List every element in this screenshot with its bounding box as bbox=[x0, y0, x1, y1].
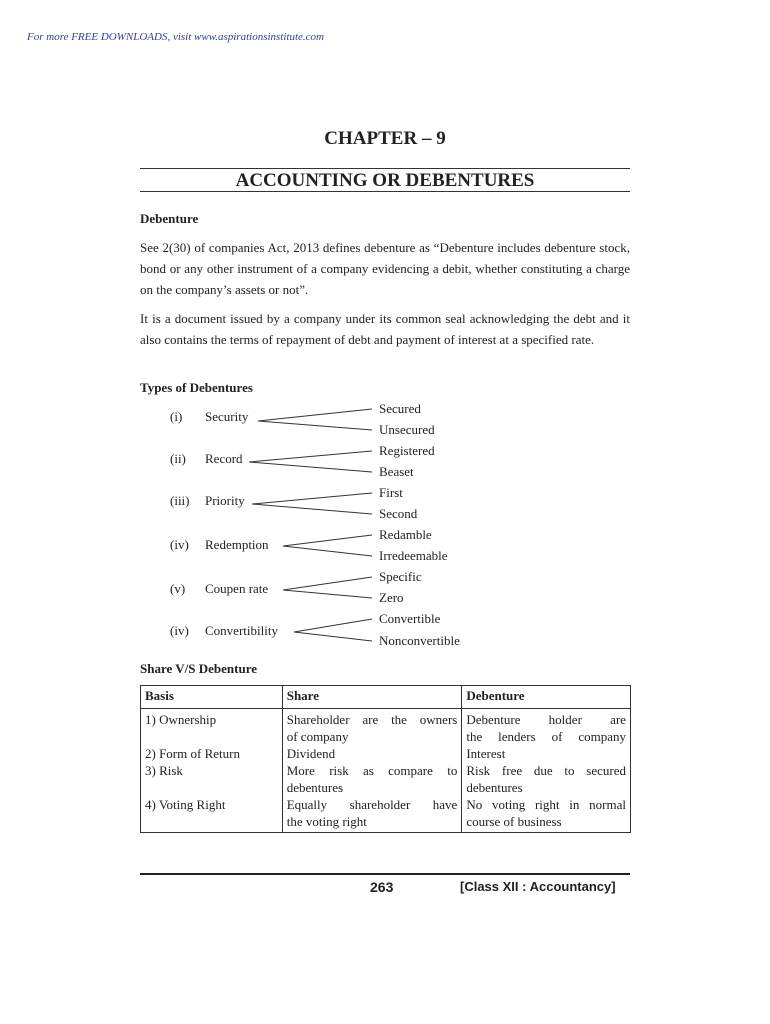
connector-line bbox=[249, 462, 372, 472]
column-header-debenture: Debenture bbox=[462, 686, 631, 709]
page-number: 263 bbox=[370, 879, 394, 895]
share-vs-debenture-table bbox=[140, 685, 631, 833]
connector-line bbox=[294, 632, 372, 641]
branch-zero: Zero bbox=[379, 590, 404, 605]
definition-paragraph: See 2(30) of companies Act, 2013 defines debenture as “Debenture includes debenture stock, bond or any other instrument of a company evidencing a debit, whether constituting a charge on the company’s assets or not”. bbox=[140, 240, 630, 297]
basis-cell: 1) Ownership 2) Form of Return 3) Risk 4) Voting Right bbox=[141, 709, 283, 833]
comparison-heading: Share V/S Debenture bbox=[140, 661, 258, 676]
connector-line bbox=[258, 409, 372, 421]
class-label: [Class XII : Accountancy] bbox=[460, 879, 616, 894]
branch-redamble: Redamble bbox=[379, 527, 432, 542]
footer-rule bbox=[140, 873, 630, 875]
type-label-convertibility: Convertibility bbox=[205, 623, 278, 638]
table-header-row bbox=[141, 686, 631, 709]
type-label-redemption: Redemption bbox=[205, 537, 269, 552]
type-label-coupen-rate: Coupen rate bbox=[205, 581, 269, 596]
connector-line bbox=[258, 421, 372, 430]
branch-beaset: Beaset bbox=[379, 464, 414, 479]
type-number: (iii) bbox=[170, 493, 190, 508]
column-header-basis: Basis bbox=[141, 686, 283, 709]
connector-line bbox=[294, 619, 372, 632]
connector-line bbox=[283, 535, 372, 546]
connector-line bbox=[283, 590, 372, 598]
chapter-title: ACCOUNTING OR DEBENTURES bbox=[235, 170, 535, 191]
connector-line bbox=[252, 504, 372, 514]
branch-second: Second bbox=[379, 506, 418, 521]
type-number: (ii) bbox=[170, 451, 186, 466]
types-heading: Types of Debentures bbox=[140, 380, 253, 395]
connector-line bbox=[252, 493, 372, 504]
connector-line bbox=[283, 577, 372, 590]
chapter-number: CHAPTER – 9 bbox=[324, 128, 446, 149]
table-bottom-border bbox=[141, 832, 631, 833]
table-row bbox=[141, 709, 631, 833]
download-link[interactable]: For more FREE DOWNLOADS, visit www.aspirationsinstitute.com bbox=[27, 31, 324, 43]
branch-unsecured: Unsecured bbox=[379, 422, 435, 437]
type-number: (iv) bbox=[170, 623, 189, 638]
share-cell: Shareholder are the owners of company Dividend More risk as compare to debentures Equally shareholder have the voting right bbox=[282, 709, 462, 833]
type-number: (iv) bbox=[170, 537, 189, 552]
type-label-priority: Priority bbox=[205, 493, 245, 508]
debenture-cell: Debenture holder are the lenders of company Interest Risk free due to secured debentures No voting right in normal course of business bbox=[462, 709, 631, 833]
column-header-share: Share bbox=[282, 686, 462, 709]
branch-secured: Secured bbox=[379, 401, 421, 416]
type-label-security: Security bbox=[205, 409, 249, 424]
branch-convertible: Convertible bbox=[379, 611, 441, 626]
branch-registered: Registered bbox=[379, 443, 435, 458]
type-number: (v) bbox=[170, 581, 186, 596]
branch-specific: Specific bbox=[379, 569, 422, 584]
description-paragraph: It is a document issued by a company under its common seal acknowledging the debt and it also contains the terms of repayment of debt and payment of interest at a specified rate. bbox=[140, 311, 630, 347]
type-number: (i) bbox=[170, 409, 183, 424]
branch-first: First bbox=[379, 485, 403, 500]
debenture-heading: Debenture bbox=[140, 211, 199, 226]
type-label-record: Record bbox=[205, 451, 243, 466]
connector-line bbox=[283, 546, 372, 556]
branch-nonconvertible: Nonconvertible bbox=[379, 633, 460, 648]
branch-irredeemable: Irredeemable bbox=[379, 548, 448, 563]
connector-line bbox=[249, 451, 372, 462]
